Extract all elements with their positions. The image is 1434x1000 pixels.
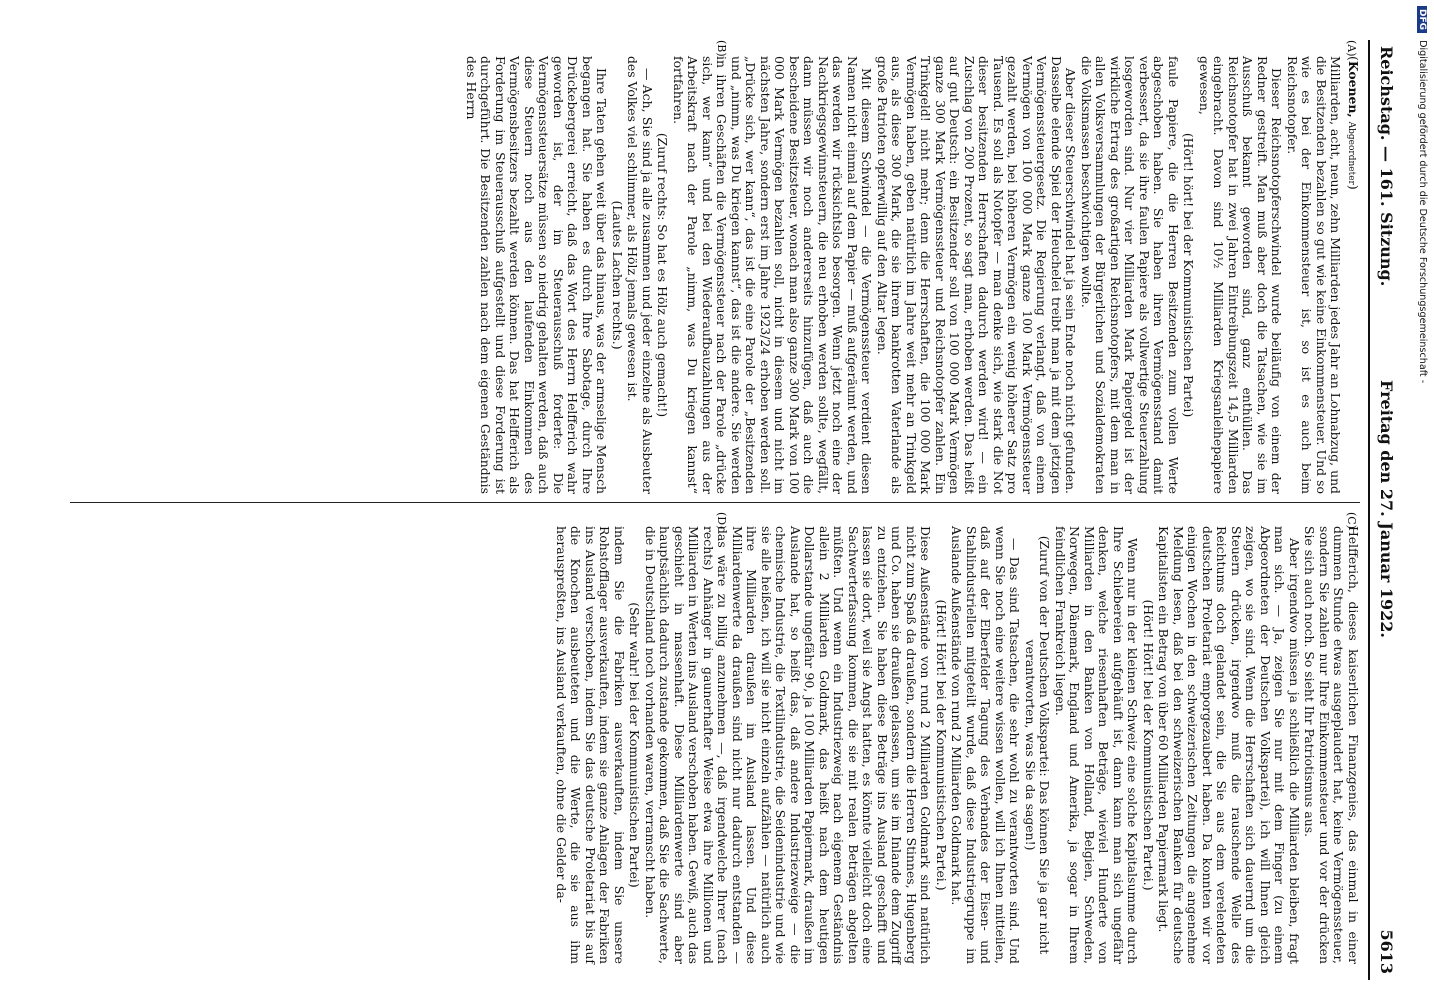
interjection: (Zuruf von der Deutschen Volkspartei: Das können Sie ja gar nicht verantworten, was Sie da sagen!) (1023, 535, 1053, 955)
margin-marker-b: (B) (715, 40, 728, 57)
interjection: (Hört! Hört! bei der Kommunistischen Partei.) (1141, 599, 1156, 891)
header-left-title: Reichstag. — 161. Sitzung. (1377, 46, 1396, 287)
page-header (1368, 40, 1400, 980)
left-column (463, 56, 1361, 494)
speaker-line: (Koenen, Abgeordneter) (1346, 56, 1361, 190)
dfg-logo: DFG (1417, 6, 1427, 33)
paragraph: faule Papiere, die die Herren Besitzenden zum vollen Werte abgeschoben haben. Sie haben ihren Vermögensstand damit verbessert, da sie ihre faulen Papiere als vollwertige Steuerzahlung losgeworden sind. Nur vier Milliarden Mark Papiergeld ist der wirkliche Ertrag des großartigen Reichsnotopfers, mit dem man in allen Volksversammlungen der Bürgerlichen und Sozialdemokraten die Volksmassen beschwichtigen wollte. (1079, 56, 1181, 494)
paragraph: Aber irgendwo müssen ja schließlich die Milliarden bleiben, fragt man sich. — Ja, zeigen Sie nur mit dem Finger (zu einem Abgeordneten der Deutschen Volkspartei), ich will Ihnen gleich zeigen, wo sie sind. Wenn die Herrschaften sich dauernd um die Steuern drücken, irgendwo muß die rauschende Welle des Reichtums doch gelandet sein, die Sie aus dem verelendeten deutschen Proletariat emporgezaubert haben. Da konnten wir vor einigen Wochen in den schweizerischen Zeitungen die angenehme Meldung lesen, daß bei den schweizerischen Banken für deutsche Kapitalisten ein Betrag von über 60 Milliarden Papiermark liegt. (1156, 526, 1302, 964)
paragraph: Helfferich, dieses kaiserlichen Finanzgenies, das einmal in einer dummen Stunde etwas ausgeplaudert hat, keine Vermögenssteuer, sondern Sie zahlen nur Ihre Einkommensteuer und vor der drücken Sie sich auch noch. So sieht Ihr Patriotismus aus. (1302, 526, 1361, 964)
paragraph: indem Sie die Fabriken ausverkauften, indem Sie unsere Rohstofflager ausverkauften, indem sie ganze Anlagen der Fabriken ins Ausland verschoben, indem Sie das deutsche Proletariat bis auf die Knochen ausbeuteten und die Werte, die sie aus ihm herauspreßten, ins Ausland verkauften, ohne die Gelder da- (554, 526, 627, 964)
interjection: (Zuruf rechts: So hat es Hölz auch gemacht!) (655, 132, 671, 418)
credit-text: Digitalisierung gefördert durch die Deutsche Forschungsgemeinschaft - (1417, 40, 1428, 384)
margin-marker-c: (C) (1345, 512, 1358, 529)
document-page (40, 40, 1400, 980)
page-number: 5613 (1377, 929, 1396, 974)
speaker-role: Abgeordneter (1346, 121, 1356, 185)
paragraph: Diese Außenstände von rund 2 Milliarden Goldmark sind natürlich nicht zum Spaß da draußen, sondern die Herren Stinnes, Hugenberg und Co. haben sie draußen gelassen, um sie im Inlande dem Zugriff zu entziehen. Sie haben diese Beträge ins Ausland geschafft und lassen sie dort, weil sie Angst hatten, es könnte vielleicht doch eine Sachwerterfassung kommen, die sie mit realen Beträgen abgelten müßten. Und wenn ein Industriezweig nach eigenem Geständnis allein 2 Milliarden Goldmark, das heißt nach dem heutigen Dollarstande ungefähr 90, ja 100 Milliarden Papiermark, draußen im Auslande hat, so heißt das, daß andere Industriezweige — die chemische Industrie, die Textilindustrie, die Seidenindustrie und wie sie alle heißen, ich will sie nicht einzeln aufzählen — natürlich auch ihre Milliarden draußen im Ausland lassen. Und diese Milliardenwerte da draußen sind nicht nur dadurch entstanden — das wäre zu billig anzunehmen —, daß irgendwelche Ihrer (nach rechts) Anhänger in gaunerhafter Weise etwa ihre Millionen und Milliarden in Werten ins Ausland verschoben haben. Gewiß, auch das geschieht in massenhaft. Diese Milliardenwerte sind aber hauptsächlich dadurch zustande gekommen, daß Sie die Sachwerte, die in Deutschland noch vorhanden waren, verramscht haben. (643, 526, 934, 964)
paragraph: Wenn nur in der kleinen Schweiz eine solche Kapitalsumme durch Ihre Schiebereien aufgehäuft ist, dann kann man sich ungefähr denken, welche riesenhaften Beträge, wieviel Hunderte von Milliarden in den Banken von Holland, Belgien, Schweden, Norwegen, Dänemark, England und Amerika, ja sogar in Ihrem feindlichen Frankreich liegen. (1053, 526, 1141, 964)
paragraph: Aber dieser Steuerschwindel hat ja sein Ende noch nicht gefunden. Dasselbe elende Spiel der Heuchelei treibt man ja mit dem jetzigen Vermögenssteuergesetz. Die Regierung verlangt, daß von einem Vermögen von 100 000 Mark ganze 100 Mark Vermögenssteuer gezahlt werden, bei höheren Vermögen ein wenig höherer Satz pro Tausend. Es soll als Notopfer — man denke sich, wie stark die Not dieser besitzenden Herrschaften dadurch werden wird! — ein Zuschlag von 200 Prozent, so sagt man, erhoben werden. Das heißt auf gut Deutsch: ein Besitzender soll von 100 000 Mark Vermögen ganze 300 Mark Vermögenssteuer und Reichsnotopfer zahlen. Ein Trinkgeld! nicht mehr; denn die Herrschaften, die 100 000 Mark Vermögen haben, geben natürlich im Jahre weit mehr an Trinkgeld aus, als diese 300 Mark, die sie ihrem bankrotten Vaterlande als große Patrioten opferwillig auf den Altar legen. (875, 56, 1079, 494)
interjection: (Lautes Lachen rechts.) (610, 200, 625, 350)
paragraph: Milliarden, acht, neun, zehn Milliarden jedes Jahr an Lohnabzug, und die Besitzenden bezahlen so gut wie keine Einkommensteuer. Und so wie es bei der Einkommensteuer ist, so ist es auch beim Reichsnotopfer. (1285, 56, 1344, 494)
column-divider (70, 502, 1360, 503)
paragraph: — Ach, Sie sind ja alle zusammen und jeder einzelne als Ausbeuter des Volkes viel schlimmer, als Hölz jemals gewesen ist. (625, 56, 655, 494)
paragraph: Dieser Reichsnotopferschwindel wurde beiläufig von einem der Redner gestreift. Man muß aber doch die Tatsachen, wie sie im Ausschuß bekannt geworden sind, ganz enthüllen. Das Reichsnotopfer hat in zwei Jahren Eintreibungszeit 14,5 Milliarden eingebracht. Davon sind 10½ Milliarden Kriegsanleihepapiere gewesen, (1197, 56, 1285, 494)
right-column (553, 526, 1361, 964)
interjection: (Hört! Hört! bei der Kommunistischen Partei.) (934, 599, 949, 891)
paragraph: — Das sind Tatsachen, die sehr wohl zu verantworten sind. Und wenn Sie noch eine weitere wissen wollen, will ich Ihnen mitteilen, daß auf der Elberfelder Tagung des Verbandes der Eisen- und Stahlindustriellen mitgeteilt wurde, daß diese Industriegruppe im Auslande Außenstände von rund 2 Milliarden Goldmark hat. (949, 526, 1023, 964)
digitization-credit (1412, 6, 1428, 994)
margin-marker-a: (A) (1345, 40, 1358, 57)
paragraph: Mit diesem Schwindel — die Vermögenssteuer verdient diesen Namen nicht einmal auf dem Papier — muß aufgeräumt werden, und das werden wir rücksichtslos besorgen. Wenn jetzt noch eine der Nachkriegsgewinnsteuern, die neu erhoben werden sollte, wegfällt, dann müssen wir noch andererseits hinzufügen, daß auch die bescheidene Besitzsteuer, wonach man also ganze 300 Mark von 100 000 Mark Vermögen bezahlen soll, nicht in diesem und nicht im nächsten Jahre, sondern erst im Jahre 1923/24 erhoben werden soll. „Drücke sich, wer kann“, das ist die eine Parole der „Besitzenden und „nimm, was Du kriegen kannst“, das ist die andere. Sie werden in ihren Geschäften die Vermögenssteuer nach der Parole „drücke sich, wer kann“ und bei den Wiederaufbauzahlungen aus der Arbeitskraft nach der Parole „nimm, was Du kriegen kannst“ fortfahren. (671, 56, 875, 494)
interjection: (Sehr wahr! bei der Kommunistischen Partei) (627, 602, 643, 888)
margin-marker-d: (D) (715, 512, 728, 530)
speaker-name: Koenen, (1346, 60, 1361, 118)
interjection: (Hört! hört! bei der Kommunistischen Partei) (1181, 132, 1197, 418)
header-date: Freitag den 27. Januar 1922. (1377, 380, 1396, 638)
paragraph: Ihre Taten gehen weit über das hinaus, was der armselige Mensch begangen hat. Sie haben es durch Ihre Sabotage, durch Ihre Drückebergerei erreicht, daß das Wort des Herrn Helfferich wahr geworden ist, der im Steuerausschuß forderte: Die Vermögenssteuersätze müssen so niedrig gehalten werden, daß auch diese Steuern noch aus den laufenden Einkommen des Vermögensbesitzers bezahlt werden können. Das hat Helfferich als Forderung im Steuerausschuß aufgestellt und diese Forderung ist durchgeführt. Die Besitzenden zahlen nach dem eigenen Geständnis des Herrn (464, 56, 610, 494)
